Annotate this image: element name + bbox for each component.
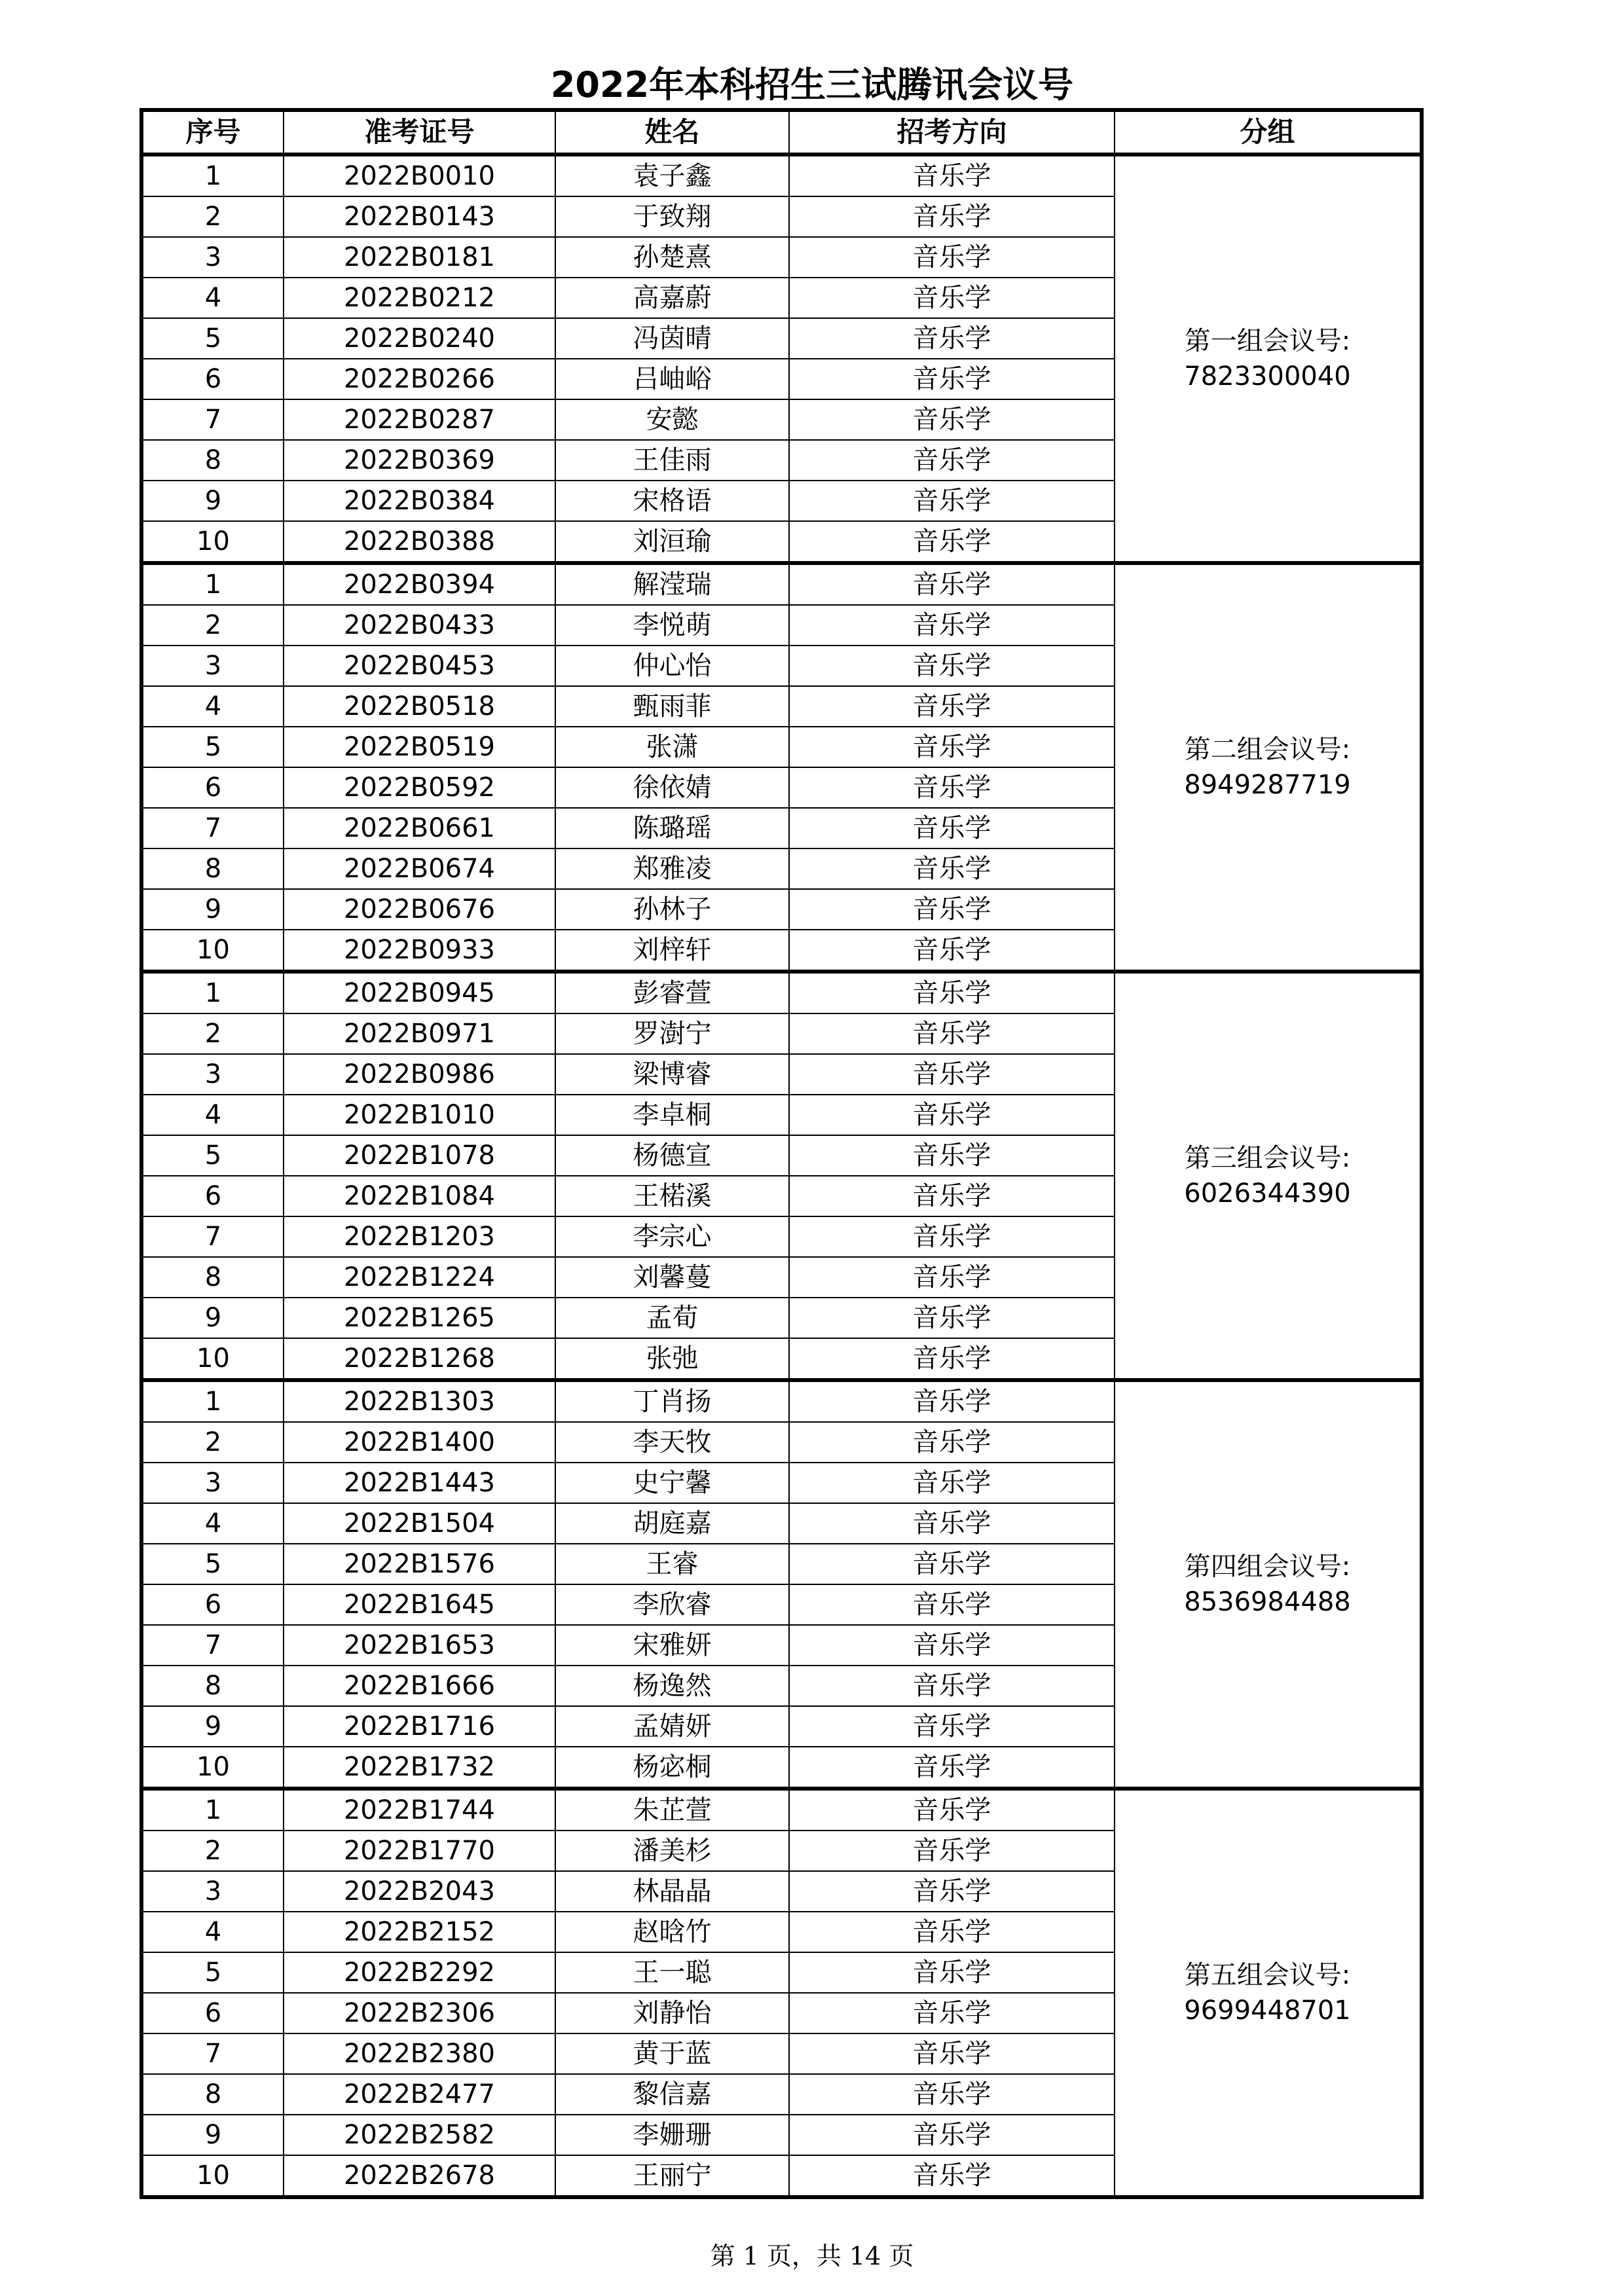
cell-seq: 3 [141, 1463, 284, 1503]
cell-name: 潘美杉 [555, 1831, 789, 1871]
cell-exam-id: 2022B0181 [284, 237, 555, 278]
cell-name: 杨宓桐 [555, 1747, 789, 1789]
cell-major: 音乐学 [789, 808, 1115, 848]
table-row [141, 972, 1422, 1013]
cell-name: 黎信嘉 [555, 2074, 789, 2115]
group-label: 第四组会议号: [1184, 1552, 1351, 1582]
cell-name: 高嘉蔚 [555, 278, 789, 318]
cell-name: 赵晗竹 [555, 1912, 789, 1952]
cell-exam-id: 2022B1303 [284, 1380, 555, 1422]
cell-exam-id: 2022B0394 [284, 563, 555, 605]
cell-major: 音乐学 [789, 1216, 1115, 1257]
table-row [141, 1789, 1422, 1831]
page-title: 2022年本科招生三试腾讯会议号 [550, 64, 1074, 105]
cell-exam-id: 2022B0519 [284, 727, 555, 767]
group-label: 第三组会议号: [1184, 1143, 1351, 1173]
cell-seq: 10 [141, 2155, 284, 2197]
cell-name: 李悦萌 [555, 605, 789, 646]
page-footer: 第 1 页，共 14 页 [710, 2242, 914, 2270]
cell-exam-id: 2022B0674 [284, 848, 555, 889]
header-seq: 序号 [141, 110, 284, 155]
cell-major: 音乐学 [789, 646, 1115, 686]
cell-seq: 8 [141, 1257, 284, 1298]
group-meeting-cell [1115, 1380, 1422, 1789]
cell-name: 冯茵晴 [555, 318, 789, 359]
cell-major: 音乐学 [789, 1952, 1115, 1993]
cell-name: 王睿 [555, 1544, 789, 1584]
cell-name: 孙林子 [555, 889, 789, 930]
cell-name: 史宁馨 [555, 1463, 789, 1503]
cell-seq: 10 [141, 1747, 284, 1789]
cell-exam-id: 2022B2380 [284, 2033, 555, 2074]
cell-exam-id: 2022B1744 [284, 1789, 555, 1831]
cell-seq: 2 [141, 1422, 284, 1463]
cell-seq: 6 [141, 359, 284, 399]
cell-major: 音乐学 [789, 1789, 1115, 1831]
cell-name: 梁博睿 [555, 1054, 789, 1095]
cell-exam-id: 2022B1770 [284, 1831, 555, 1871]
cell-exam-id: 2022B2582 [284, 2115, 555, 2155]
cell-name: 刘洹瑜 [555, 521, 789, 563]
cell-name: 徐依婧 [555, 767, 789, 808]
cell-name: 刘静怡 [555, 1993, 789, 2033]
cell-major: 音乐学 [789, 440, 1115, 481]
cell-major: 音乐学 [789, 1422, 1115, 1463]
cell-name: 杨逸然 [555, 1666, 789, 1706]
cell-seq: 4 [141, 278, 284, 318]
cell-name: 宋雅妍 [555, 1625, 789, 1666]
cell-major: 音乐学 [789, 2074, 1115, 2115]
cell-name: 吕岫峪 [555, 359, 789, 399]
table-row [141, 155, 1422, 196]
cell-major: 音乐学 [789, 727, 1115, 767]
cell-exam-id: 2022B1666 [284, 1666, 555, 1706]
group-label: 第二组会议号: [1184, 735, 1351, 765]
cell-exam-id: 2022B0384 [284, 481, 555, 521]
cell-exam-id: 2022B0453 [284, 646, 555, 686]
cell-exam-id: 2022B2678 [284, 2155, 555, 2197]
cell-name: 孟荀 [555, 1298, 789, 1338]
cell-major: 音乐学 [789, 2033, 1115, 2074]
cell-seq: 1 [141, 563, 284, 605]
table-row [141, 1380, 1422, 1422]
cell-major: 音乐学 [789, 1544, 1115, 1584]
cell-seq: 3 [141, 1871, 284, 1912]
cell-name: 王丽宁 [555, 2155, 789, 2197]
cell-major: 音乐学 [789, 1298, 1115, 1338]
cell-exam-id: 2022B1443 [284, 1463, 555, 1503]
cell-exam-id: 2022B0986 [284, 1054, 555, 1095]
cell-name: 林晶晶 [555, 1871, 789, 1912]
cell-seq: 10 [141, 1338, 284, 1380]
cell-exam-id: 2022B1504 [284, 1503, 555, 1544]
cell-exam-id: 2022B0945 [284, 972, 555, 1013]
cell-seq: 7 [141, 808, 284, 848]
table-header-row [141, 110, 1422, 155]
cell-name: 李欣睿 [555, 1584, 789, 1625]
cell-seq: 5 [141, 727, 284, 767]
meeting-id: 7823300040 [1184, 361, 1351, 392]
cell-exam-id: 2022B1716 [284, 1706, 555, 1747]
header-name: 姓名 [555, 110, 789, 155]
cell-major: 音乐学 [789, 521, 1115, 563]
cell-exam-id: 2022B1576 [284, 1544, 555, 1584]
cell-major: 音乐学 [789, 1912, 1115, 1952]
cell-seq: 5 [141, 1952, 284, 1993]
cell-name: 孟婧妍 [555, 1706, 789, 1747]
cell-exam-id: 2022B1224 [284, 1257, 555, 1298]
cell-seq: 9 [141, 481, 284, 521]
cell-exam-id: 2022B1265 [284, 1298, 555, 1338]
cell-major: 音乐学 [789, 237, 1115, 278]
cell-seq: 6 [141, 767, 284, 808]
cell-seq: 8 [141, 2074, 284, 2115]
cell-exam-id: 2022B0266 [284, 359, 555, 399]
cell-major: 音乐学 [789, 1706, 1115, 1747]
group-meeting-cell [1115, 155, 1422, 563]
cell-major: 音乐学 [789, 481, 1115, 521]
cell-name: 孙楚熹 [555, 237, 789, 278]
cell-name: 王佳雨 [555, 440, 789, 481]
cell-name: 刘梓轩 [555, 930, 789, 972]
cell-major: 音乐学 [789, 930, 1115, 972]
cell-major: 音乐学 [789, 155, 1115, 196]
meeting-id: 9699448701 [1184, 1995, 1351, 2026]
cell-major: 音乐学 [789, 1747, 1115, 1789]
group-meeting-cell [1115, 972, 1422, 1380]
cell-name: 宋格语 [555, 481, 789, 521]
cell-major: 音乐学 [789, 1993, 1115, 2033]
cell-name: 胡庭嘉 [555, 1503, 789, 1544]
cell-seq: 8 [141, 1666, 284, 1706]
cell-exam-id: 2022B1645 [284, 1584, 555, 1625]
cell-exam-id: 2022B1268 [284, 1338, 555, 1380]
cell-major: 音乐学 [789, 1054, 1115, 1095]
cell-major: 音乐学 [789, 359, 1115, 399]
cell-seq: 7 [141, 1625, 284, 1666]
cell-major: 音乐学 [789, 278, 1115, 318]
cell-exam-id: 2022B0518 [284, 686, 555, 727]
header-group: 分组 [1115, 110, 1422, 155]
header-major: 招考方向 [789, 110, 1115, 155]
cell-seq: 5 [141, 318, 284, 359]
cell-exam-id: 2022B0212 [284, 278, 555, 318]
cell-seq: 6 [141, 1993, 284, 2033]
cell-major: 音乐学 [789, 1380, 1115, 1422]
cell-seq: 9 [141, 889, 284, 930]
cell-seq: 1 [141, 972, 284, 1013]
cell-seq: 2 [141, 196, 284, 237]
cell-major: 音乐学 [789, 196, 1115, 237]
cell-major: 音乐学 [789, 1831, 1115, 1871]
cell-major: 音乐学 [789, 1666, 1115, 1706]
cell-name: 刘馨蔓 [555, 1257, 789, 1298]
cell-major: 音乐学 [789, 1463, 1115, 1503]
cell-major: 音乐学 [789, 686, 1115, 727]
cell-seq: 4 [141, 686, 284, 727]
cell-seq: 3 [141, 1054, 284, 1095]
cell-exam-id: 2022B0240 [284, 318, 555, 359]
cell-exam-id: 2022B1010 [284, 1095, 555, 1135]
meeting-id: 8536984488 [1184, 1587, 1351, 1617]
cell-seq: 1 [141, 1789, 284, 1831]
cell-exam-id: 2022B0592 [284, 767, 555, 808]
cell-seq: 9 [141, 2115, 284, 2155]
cell-name: 朱芷萱 [555, 1789, 789, 1831]
cell-seq: 7 [141, 1216, 284, 1257]
cell-exam-id: 2022B0676 [284, 889, 555, 930]
meeting-id: 6026344390 [1184, 1178, 1351, 1209]
cell-major: 音乐学 [789, 1625, 1115, 1666]
cell-name: 杨德宣 [555, 1135, 789, 1176]
cell-seq: 7 [141, 399, 284, 440]
cell-exam-id: 2022B2292 [284, 1952, 555, 1993]
cell-exam-id: 2022B0143 [284, 196, 555, 237]
cell-exam-id: 2022B0933 [284, 930, 555, 972]
cell-major: 音乐学 [789, 1176, 1115, 1216]
cell-major: 音乐学 [789, 1095, 1115, 1135]
cell-exam-id: 2022B2477 [284, 2074, 555, 2115]
cell-seq: 7 [141, 2033, 284, 2074]
cell-major: 音乐学 [789, 1013, 1115, 1054]
meeting-id: 8949287719 [1184, 770, 1351, 800]
cell-name: 甄雨菲 [555, 686, 789, 727]
meeting-table [139, 108, 1424, 2199]
cell-seq: 3 [141, 237, 284, 278]
cell-exam-id: 2022B0971 [284, 1013, 555, 1054]
cell-name: 陈璐瑶 [555, 808, 789, 848]
cell-exam-id: 2022B0388 [284, 521, 555, 563]
cell-seq: 9 [141, 1706, 284, 1747]
cell-exam-id: 2022B1400 [284, 1422, 555, 1463]
cell-major: 音乐学 [789, 563, 1115, 605]
cell-seq: 6 [141, 1176, 284, 1216]
cell-major: 音乐学 [789, 1871, 1115, 1912]
cell-exam-id: 2022B1653 [284, 1625, 555, 1666]
cell-major: 音乐学 [789, 2115, 1115, 2155]
cell-major: 音乐学 [789, 1338, 1115, 1380]
cell-name: 黄于蓝 [555, 2033, 789, 2074]
cell-major: 音乐学 [789, 1503, 1115, 1544]
cell-exam-id: 2022B1203 [284, 1216, 555, 1257]
cell-seq: 5 [141, 1135, 284, 1176]
cell-major: 音乐学 [789, 848, 1115, 889]
cell-name: 王楉溪 [555, 1176, 789, 1216]
cell-seq: 8 [141, 848, 284, 889]
cell-name: 郑雅凌 [555, 848, 789, 889]
cell-name: 仲心怡 [555, 646, 789, 686]
cell-seq: 1 [141, 155, 284, 196]
cell-major: 音乐学 [789, 972, 1115, 1013]
cell-name: 罗澍宁 [555, 1013, 789, 1054]
cell-major: 音乐学 [789, 1584, 1115, 1625]
cell-major: 音乐学 [789, 1257, 1115, 1298]
header-exam-id: 准考证号 [284, 110, 555, 155]
cell-major: 音乐学 [789, 2155, 1115, 2197]
cell-seq: 10 [141, 521, 284, 563]
cell-exam-id: 2022B0369 [284, 440, 555, 481]
cell-name: 安懿 [555, 399, 789, 440]
cell-seq: 1 [141, 1380, 284, 1422]
cell-seq: 10 [141, 930, 284, 972]
cell-seq: 4 [141, 1503, 284, 1544]
cell-exam-id: 2022B0287 [284, 399, 555, 440]
cell-major: 音乐学 [789, 605, 1115, 646]
cell-name: 王一聪 [555, 1952, 789, 1993]
cell-seq: 5 [141, 1544, 284, 1584]
cell-name: 张潇 [555, 727, 789, 767]
cell-exam-id: 2022B0010 [284, 155, 555, 196]
cell-exam-id: 2022B0661 [284, 808, 555, 848]
cell-seq: 8 [141, 440, 284, 481]
cell-name: 李卓桐 [555, 1095, 789, 1135]
cell-major: 音乐学 [789, 1135, 1115, 1176]
cell-exam-id: 2022B1078 [284, 1135, 555, 1176]
cell-major: 音乐学 [789, 318, 1115, 359]
cell-major: 音乐学 [789, 399, 1115, 440]
cell-name: 李天牧 [555, 1422, 789, 1463]
cell-seq: 2 [141, 605, 284, 646]
group-label: 第一组会议号: [1184, 326, 1351, 356]
group-label: 第五组会议号: [1184, 1960, 1351, 1990]
cell-exam-id: 2022B2152 [284, 1912, 555, 1952]
cell-name: 于致翔 [555, 196, 789, 237]
cell-seq: 2 [141, 1013, 284, 1054]
cell-major: 音乐学 [789, 767, 1115, 808]
group-meeting-cell [1115, 1789, 1422, 2197]
cell-exam-id: 2022B2043 [284, 1871, 555, 1912]
cell-exam-id: 2022B1732 [284, 1747, 555, 1789]
table-body [141, 155, 1422, 2197]
cell-major: 音乐学 [789, 889, 1115, 930]
cell-name: 张弛 [555, 1338, 789, 1380]
cell-seq: 3 [141, 646, 284, 686]
table-row [141, 563, 1422, 605]
cell-seq: 9 [141, 1298, 284, 1338]
cell-seq: 2 [141, 1831, 284, 1871]
cell-seq: 4 [141, 1912, 284, 1952]
cell-name: 李姗珊 [555, 2115, 789, 2155]
cell-name: 丁肖扬 [555, 1380, 789, 1422]
cell-name: 彭睿萱 [555, 972, 789, 1013]
cell-seq: 4 [141, 1095, 284, 1135]
cell-exam-id: 2022B1084 [284, 1176, 555, 1216]
cell-name: 袁子鑫 [555, 155, 789, 196]
cell-name: 李宗心 [555, 1216, 789, 1257]
group-meeting-cell [1115, 563, 1422, 972]
cell-seq: 6 [141, 1584, 284, 1625]
cell-name: 解滢瑞 [555, 563, 789, 605]
cell-exam-id: 2022B2306 [284, 1993, 555, 2033]
cell-exam-id: 2022B0433 [284, 605, 555, 646]
